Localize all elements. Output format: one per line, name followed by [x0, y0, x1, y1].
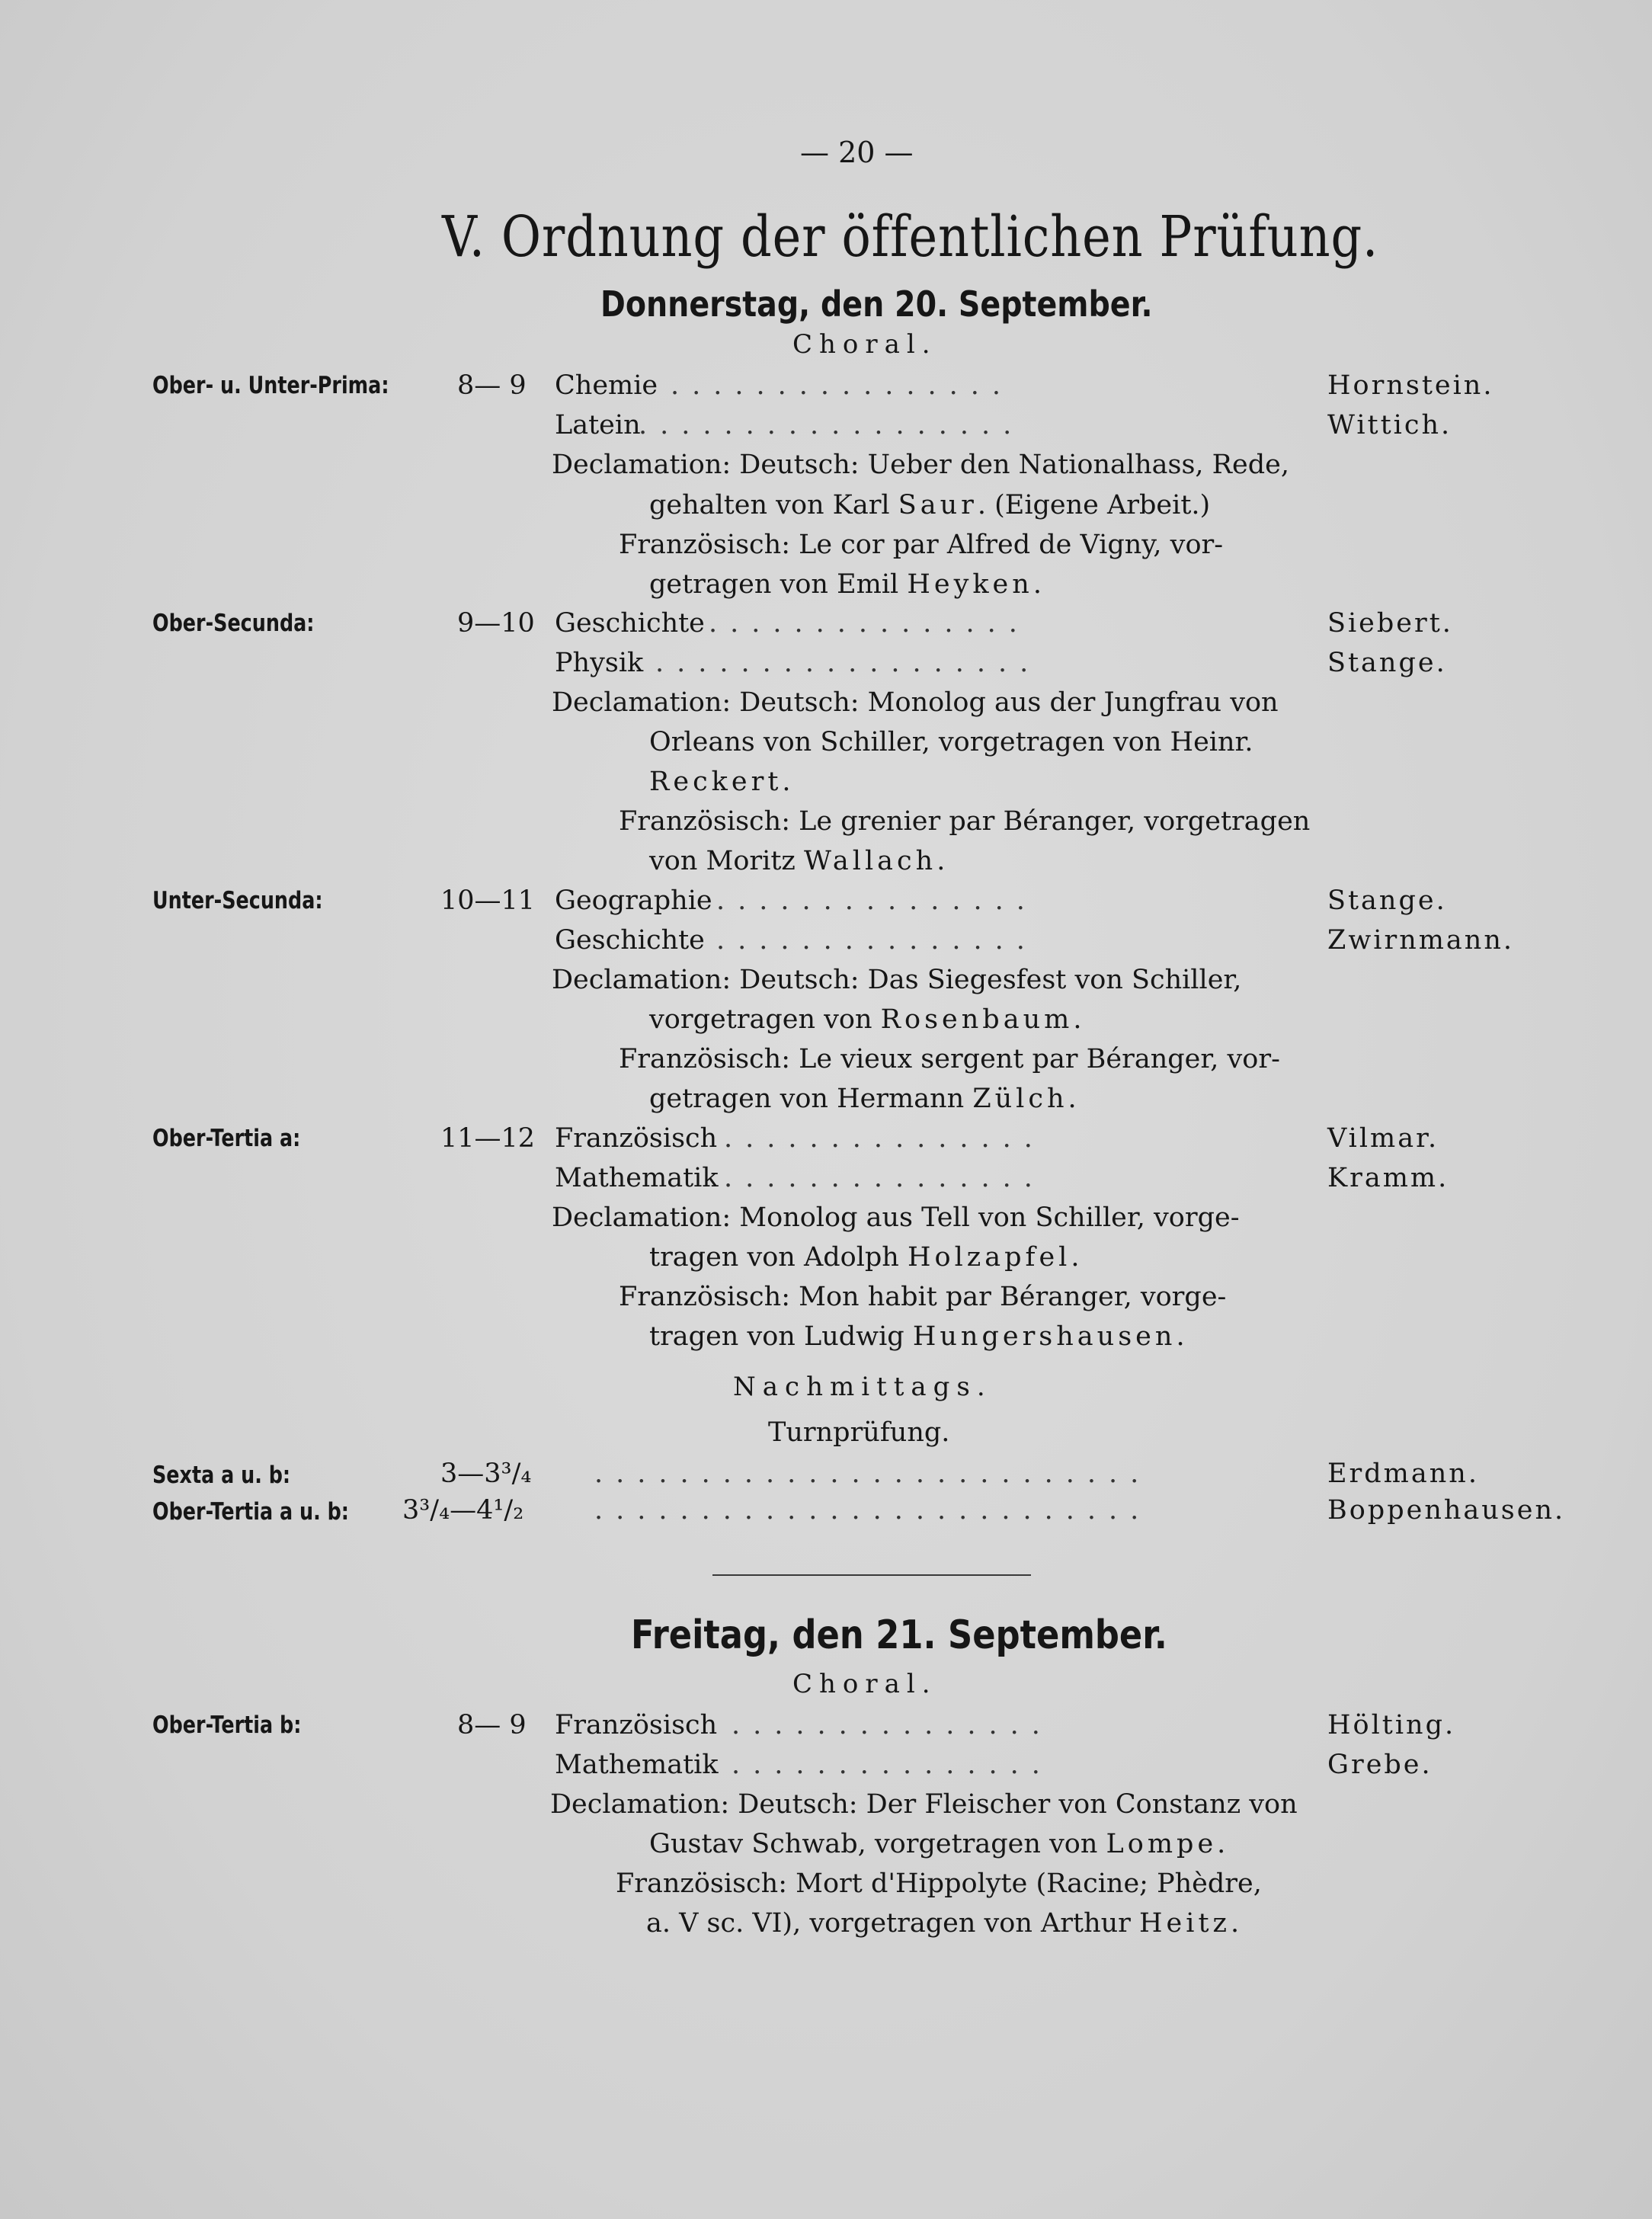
- teacher-name: Vilmar.: [1327, 1123, 1439, 1154]
- declamation-line: Französisch: Le cor par Alfred de Vigny, vor-: [619, 530, 1224, 560]
- dot-leader: ...............: [724, 1163, 1045, 1193]
- day2-choral: Choral.: [792, 1669, 937, 1699]
- declamation-line: Declamation: Deutsch: Ueber den Nationalhass, Rede,: [552, 450, 1289, 480]
- subject: Geschichte: [555, 608, 705, 639]
- declamation-line: Französisch: Le vieux sergent par Béranger, vor-: [619, 1044, 1280, 1074]
- teacher-name: Grebe.: [1327, 1750, 1433, 1780]
- dot-leader: ...............: [732, 1750, 1053, 1780]
- subject: Geschichte: [555, 925, 705, 956]
- time-slot: 8— 9: [457, 1710, 527, 1740]
- declamation-line: Declamation: Deutsch: Monolog aus der Jungfrau von: [552, 687, 1279, 718]
- subject: Latein: [555, 410, 641, 440]
- time-slot: 11—12: [440, 1123, 536, 1154]
- subject: Geographie: [555, 885, 712, 916]
- class-label: Sexta a u. b:: [152, 1462, 291, 1489]
- section-divider: [712, 1574, 1031, 1576]
- declamation-line: Französisch: Le grenier par Béranger, vorgetragen: [619, 806, 1311, 837]
- declamation-line: Reckert.: [649, 767, 791, 797]
- time-slot: 3³/₄—4¹/₂: [402, 1495, 524, 1526]
- dot-leader: ..........................: [594, 1459, 1152, 1489]
- dot-leader: ..................: [639, 410, 1025, 440]
- subject: Chemie: [555, 370, 658, 401]
- declamation-line: getragen von Emil Heyken.: [649, 569, 1042, 600]
- page-number: — 20 —: [800, 136, 914, 169]
- subject: Mathematik: [555, 1750, 719, 1780]
- dot-leader: ...............: [724, 1123, 1045, 1154]
- class-label: Ober-Tertia a u. b:: [152, 1498, 349, 1526]
- subject: Französisch: [555, 1123, 718, 1154]
- teacher-name: Kramm.: [1327, 1163, 1449, 1193]
- declamation-line: Declamation: Monolog aus Tell von Schiller, vorge-: [552, 1202, 1240, 1233]
- teacher-name: Hölting.: [1327, 1710, 1456, 1740]
- declamation-line: getragen von Hermann Zülch.: [649, 1084, 1077, 1114]
- declamation-line: tragen von Ludwig Hungershausen.: [649, 1321, 1185, 1352]
- declamation-line: von Moritz Wallach.: [649, 846, 946, 876]
- dot-leader: ..................: [655, 648, 1042, 678]
- dot-leader: ...............: [716, 925, 1038, 956]
- subject: Mathematik: [555, 1163, 719, 1193]
- teacher-name: Stange.: [1327, 648, 1447, 678]
- teacher-name: Boppenhausen.: [1327, 1495, 1566, 1526]
- page-title: V. Ordnung der öffentlichen Prüfung.: [442, 204, 1379, 270]
- dot-leader: ...............: [732, 1710, 1053, 1740]
- dot-leader: ..........................: [594, 1495, 1152, 1526]
- declamation-line: tragen von Adolph Holzapfel.: [649, 1242, 1080, 1273]
- teacher-name: Siebert.: [1327, 608, 1453, 639]
- class-label: Ober- u. Unter-Prima:: [152, 372, 389, 399]
- subject: Physik: [555, 648, 644, 678]
- time-slot: 8— 9: [457, 370, 527, 401]
- day2-heading: Freitag, den 21. September.: [631, 1612, 1167, 1658]
- time-slot: 9—10: [457, 608, 535, 639]
- declamation-line: Orleans von Schiller, vorgetragen von Heinr.: [649, 727, 1253, 757]
- declamation-line: Französisch: Mon habit par Béranger, vorge-: [619, 1282, 1227, 1312]
- day1-heading: Donnerstag, den 20. September.: [600, 283, 1153, 325]
- dot-leader: ...............: [709, 608, 1030, 639]
- declamation-line: Declamation: Deutsch: Der Fleischer von Constanz von: [550, 1789, 1298, 1820]
- time-slot: 10—11: [440, 885, 536, 916]
- declamation-line: a. V sc. VI), vorgetragen von Arthur Heitz.: [646, 1908, 1240, 1939]
- dot-leader: ................: [671, 370, 1014, 401]
- day1-choral: Choral.: [792, 329, 937, 360]
- turn-heading: Turnprüfung.: [768, 1417, 950, 1448]
- class-label: Ober-Tertia a:: [152, 1125, 301, 1152]
- teacher-name: Zwirnmann.: [1327, 925, 1515, 956]
- class-label: Ober-Secunda:: [152, 610, 315, 637]
- teacher-name: Hornstein.: [1327, 370, 1494, 401]
- teacher-name: Wittich.: [1327, 410, 1452, 440]
- dot-leader: ...............: [716, 885, 1038, 916]
- teacher-name: Stange.: [1327, 885, 1447, 916]
- class-label: Unter-Secunda:: [152, 887, 323, 914]
- time-slot: 3—3³/₄: [440, 1459, 532, 1489]
- teacher-name: Erdmann.: [1327, 1459, 1479, 1489]
- subject: Französisch: [555, 1710, 718, 1740]
- declamation-line: Declamation: Deutsch: Das Siegesfest von Schiller,: [552, 965, 1242, 995]
- declamation-line: Gustav Schwab, vorgetragen von Lompe.: [649, 1829, 1226, 1859]
- declamation-line: gehalten von Karl Saur. (Eigene Arbeit.): [649, 490, 1211, 520]
- afternoon-heading: Nachmittags.: [733, 1372, 992, 1402]
- class-label: Ober-Tertia b:: [152, 1711, 302, 1739]
- declamation-line: Französisch: Mort d'Hippolyte (Racine; Phèdre,: [616, 1868, 1262, 1899]
- declamation-line: vorgetragen von Rosenbaum.: [649, 1004, 1082, 1035]
